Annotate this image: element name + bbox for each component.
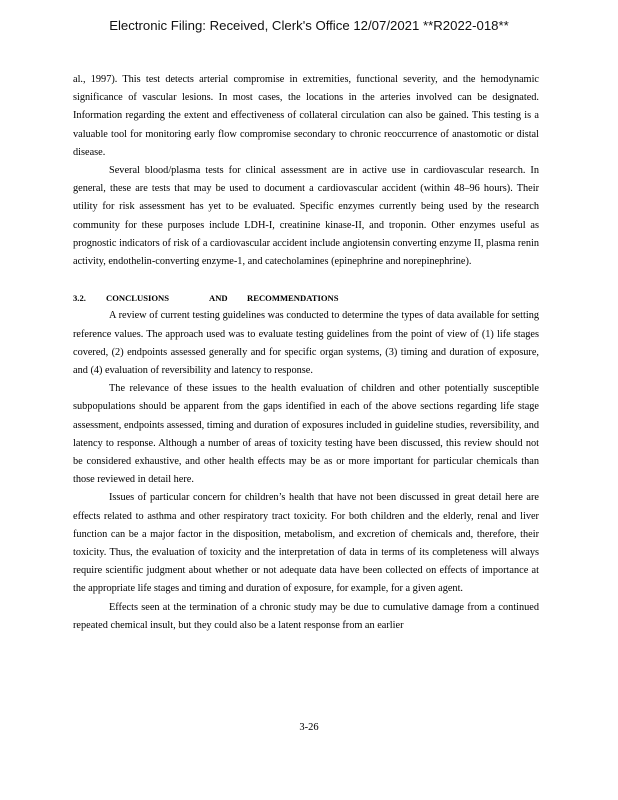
paragraph-issues: Issues of particular concern for children’s health that have not been discussed in great detail here are effects related to asthma and other respiratory tract toxicity. For both children and the elderly, renal and liver function can be a major factor in the disposition, metabolism, and excretion of chemicals and, therefore, their toxicity. Thus, the evaluation of toxicity and the interpretation of data in terms of its completeness will always require scientific judgment about whether or not adequate data have been collected on effects of importance at the appropriate life stages and timing and duration of exposure, for example, for a given agent. <box>73 492 539 595</box>
paragraph-vascular-testing: al., 1997). This test detects arterial compromise in extremities, functional severity, and the hemodynamic significance of vascular lesions. In most cases, the locations in the arteries involved can be designated. Information regarding the extent and effectiveness of collateral circulation can also be gained. This testing is a valuable tool for monitoring early flow compromise secondary to chronic reoccurrence of anastomotic or distal disease. <box>73 74 539 158</box>
section-number: 3.2. <box>73 293 86 304</box>
paragraph-review: A review of current testing guidelines was conducted to determine the types of data available for setting reference values. The approach used was to evaluate testing guidelines from the point of view of (1) life stages covered, (2) endpoints assessed generally and for specific organ systems, (3) timing and duration of exposure, and (4) evaluation of reversibility and latency to response. <box>73 310 539 377</box>
paragraph-relevance: The relevance of these issues to the health evaluation of children and other potentially susceptible subpopulations should be apparent from the gaps identified in each of the above sections regarding life stage assessment, endpoints assessed, timing and duration of exposures included in guideline studies, reversibility, and latency to response. Although a number of areas of toxicity testing have been discussed, this review should not be considered exhaustive, and other health effects may be as or more important for particular chemicals than those reviewed in detail here. <box>73 383 539 486</box>
paragraph-blood-plasma-tests: Several blood/plasma tests for clinical assessment are in active use in cardiovascular research. In general, these are tests that may be used to document a cardiovascular accident (within 48–96 hours). Their utility for risk assessment has yet to be evaluated. Specific enzymes currently being used by the research community for these purposes include LDH-I, creatinine kinase-II, and troponin. Other enzymes useful as prognostic indicators of risk of a cardiovascular accident include angiotensin converting enzyme II, plasma renin activity, endothelin-converting enzyme-1, and catecholamines (epinephrine and norepinephrine). <box>73 165 539 268</box>
paragraph-effects: Effects seen at the termination of a chronic study may be due to cumulative damage from a continued repeated chemical insult, but they could also be a latent response from an earlier <box>73 601 539 631</box>
section-heading <box>73 289 539 307</box>
section-title-word: AND <box>209 293 228 304</box>
section-title-word: CONCLUSIONS <box>106 293 170 304</box>
filing-header: Electronic Filing: Received, Clerk's Office 12/07/2021 **R2022-018** <box>109 18 509 33</box>
document-body <box>73 71 539 635</box>
page-number: 3-26 <box>299 722 319 733</box>
section-title-word: RECOMMENDATIONS <box>247 293 339 304</box>
